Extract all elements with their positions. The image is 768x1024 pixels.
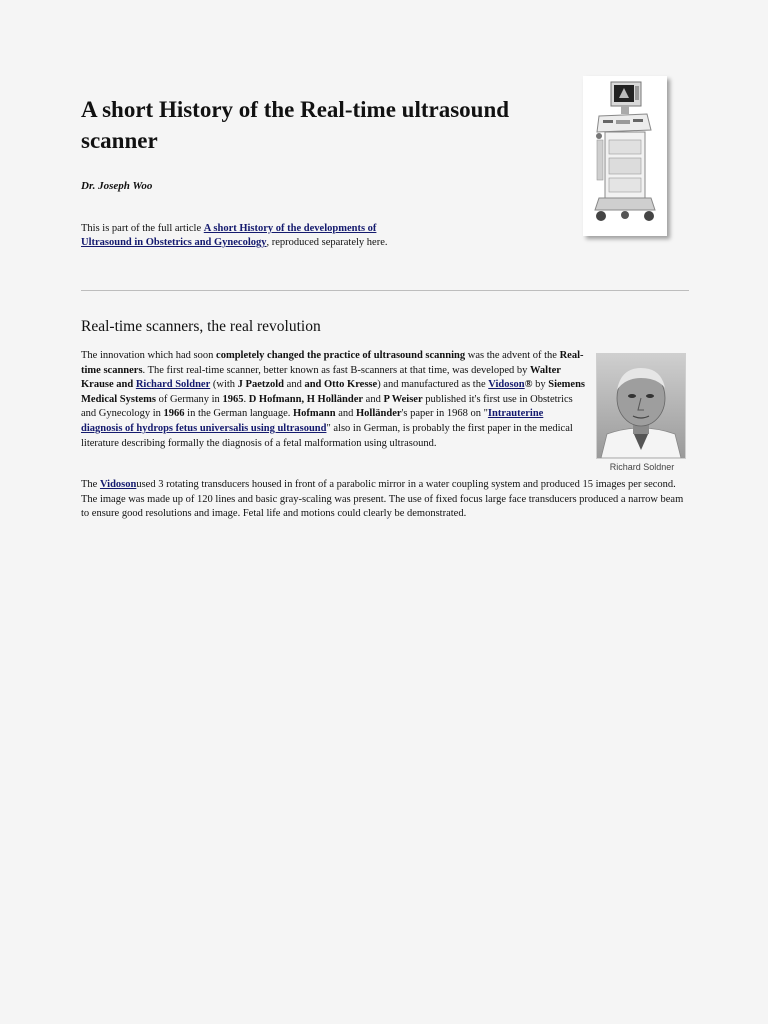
author-name: Dr. Joseph Woo bbox=[81, 180, 153, 192]
vidoson-link-2[interactable]: Vidoson bbox=[99, 479, 137, 490]
text-run: The innovation which had soon bbox=[81, 350, 217, 361]
richard-soldner-link[interactable]: Richard Soldner bbox=[135, 379, 211, 391]
intro-prefix: This is part of the full article bbox=[81, 223, 204, 234]
text-run: The bbox=[81, 479, 100, 490]
richard-soldner-portrait bbox=[596, 353, 686, 459]
full-article-link[interactable]: A short History of the developments of Ultrasound in Obstetrics and Gynecology bbox=[81, 223, 377, 248]
bold-run: Real-time scanners bbox=[81, 350, 584, 376]
text-run: in the German language. bbox=[184, 408, 293, 420]
text-run: used 3 rotating transducers housed in front of a parabolic mirror in a water coupling system and produced 15 images per second. The image was made up of 120 lines and basic gray-scaling was present. The use of fixed focus large face transducers produced a narrow beam to ensure good resolutions and image. Fetal life and motions could clearly be demonstrated. bbox=[81, 479, 684, 520]
section-heading: Real-time scanners, the real revolution bbox=[81, 318, 321, 335]
text-run: ) and manufactured as the bbox=[377, 379, 489, 391]
portrait-illustration bbox=[597, 354, 685, 458]
bold-run: Siemens Medical Systems bbox=[81, 379, 586, 405]
text-run: published it's first use in Obstetrics and Gynecology in bbox=[81, 393, 573, 420]
paragraph-vidoson bbox=[81, 478, 693, 522]
registered-mark: ® bbox=[524, 379, 533, 391]
text-run: . bbox=[243, 393, 249, 405]
text-run: " also in German, is probably the first paper in the medical literature describing formally the diagnosis of a fetal malformation using ultrasound. bbox=[81, 422, 573, 449]
intrauterine-diagnosis-link[interactable]: Intrauterine diagnosis of hydrops fetus universalis using ultrasound bbox=[81, 408, 544, 434]
bold-run: 1966 bbox=[163, 408, 185, 420]
section-divider bbox=[81, 290, 689, 291]
bold-run: and Otto Kresse bbox=[304, 379, 378, 391]
bold-run: Holländer bbox=[356, 408, 402, 420]
bold-run: Walter Krause and bbox=[81, 364, 561, 391]
bold-run: 1965 bbox=[222, 393, 244, 405]
vidoson-link[interactable]: Vidoson bbox=[488, 379, 525, 391]
text-run: and bbox=[335, 408, 357, 420]
page-title: A short History of the Real-time ultrasound scanner bbox=[81, 97, 510, 153]
paragraph-innovation bbox=[81, 349, 586, 451]
text-run: was the advent of the bbox=[465, 350, 560, 361]
text-run: by bbox=[532, 379, 549, 391]
text-run: and bbox=[363, 393, 384, 405]
bold-run: D Hofmann, H Holländer bbox=[248, 393, 364, 405]
bold-run: Hofmann bbox=[293, 408, 336, 420]
intro-paragraph bbox=[81, 222, 421, 250]
portrait-caption: Richard Soldner bbox=[609, 462, 675, 472]
bold-run: P Weiser bbox=[383, 393, 423, 405]
text-run: (with bbox=[210, 379, 238, 391]
text-run: of Germany in bbox=[155, 393, 223, 405]
scanner-illustration bbox=[583, 76, 667, 236]
ultrasound-scanner-image bbox=[583, 76, 667, 236]
text-run: . The first real-time scanner, better known as fast B-scanners at that time, was developed by bbox=[142, 364, 530, 376]
text-run: and bbox=[284, 379, 305, 391]
bold-run: J Paetzold bbox=[237, 379, 285, 391]
intro-suffix: , reproduced separately here. bbox=[266, 237, 388, 248]
text-run: 's paper in 1968 on " bbox=[401, 408, 488, 420]
bold-run: completely changed the practice of ultrasound scanning bbox=[216, 350, 466, 361]
